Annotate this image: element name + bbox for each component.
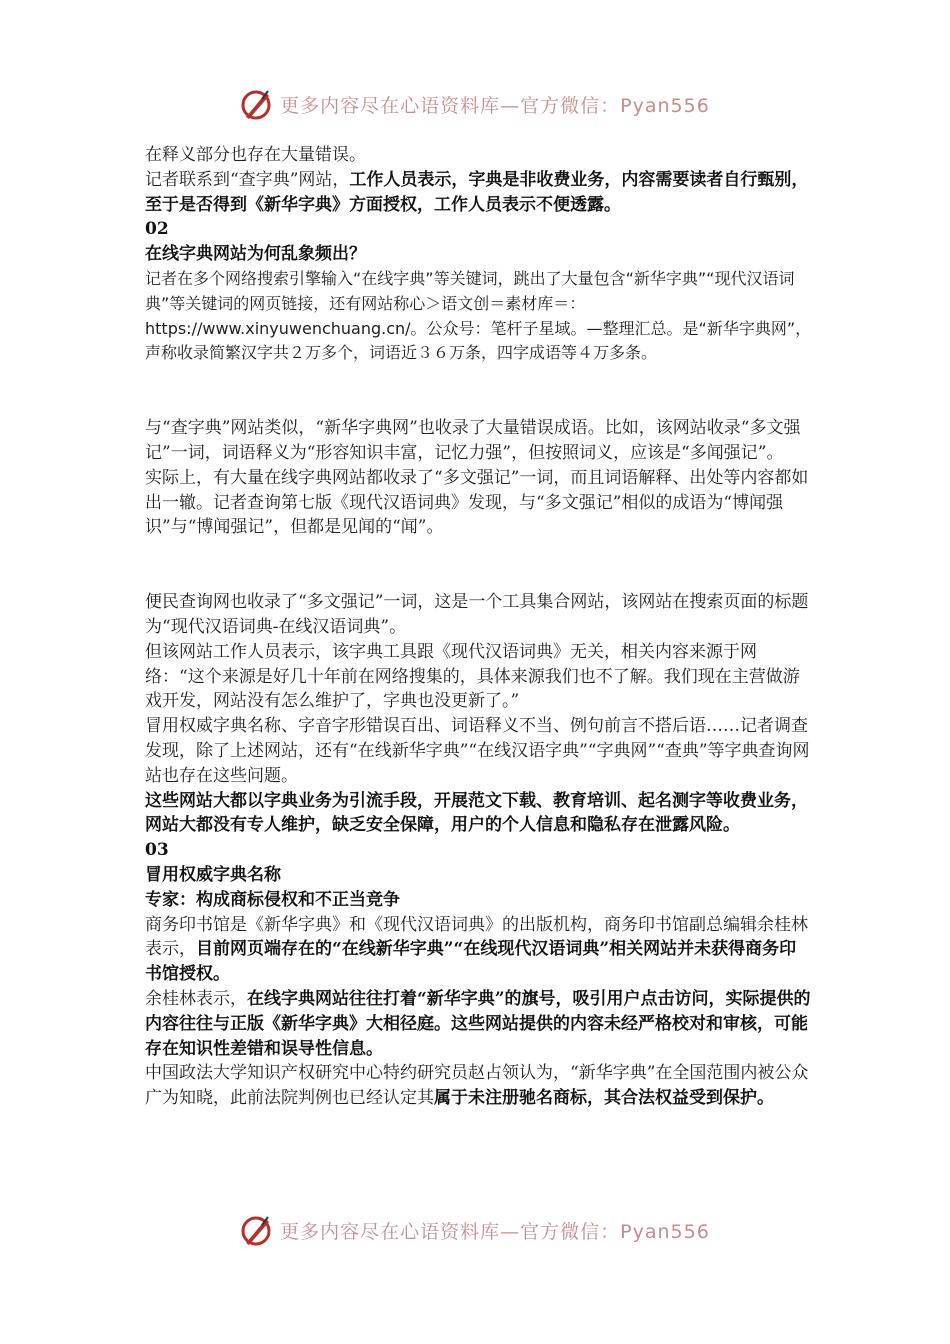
header-banner: [0, 84, 950, 124]
section-subtitle: 专家：构成商标侵权和不正当竞争: [145, 889, 400, 910]
paragraph: 在释义部分也存在大量错误。: [145, 145, 366, 165]
paragraph: 余桂林表示，在线字典网站往往打着“新华字典”的旗号，吸引用户点击访问，实际提供的内容往往与正版《新华字典》大相径庭。这些网站提供的内容未经严格校对和审核，可能存在知识性差错和误导性信息。: [145, 988, 811, 1059]
section-title: 在线字典网站为何乱象频出？: [145, 244, 366, 265]
paragraph: 商务印书馆是《新华字典》和《现代汉语词典》的出版机构，商务印书馆副总编辑余桂林表示，目前网页端存在的“在线新华字典”“在线现代汉语词典”相关网站并未获得商务印书馆授权。: [145, 914, 808, 985]
paragraph: 记者在多个网络搜索引擎输入“在线字典”等关键词，跳出了大量包含“新华字典”“现代汉语词典”等关键词的网页链接，还有网站称心＞语文创＝素材库＝： https://www.xinyuwenchuang.cn/。公众号：笔杆子星域。—整理汇总。是“新华字典网”，声称收录简繁汉字共２万多个，词语近３６万条，四字成语等４万多条。: [145, 268, 812, 363]
paragraph: 记者联系到“查字典”网站，工作人员表示，字典是非收费业务，内容需要读者自行甄别，至于是否得到《新华字典》方面授权，工作人员表示不便透露。: [145, 169, 809, 215]
article-body: [145, 143, 813, 1111]
banner-text: 更多内容尽在心语资料库—官方微信：Pyan556: [280, 1220, 710, 1243]
paragraph-bold: 这些网站大都以字典业务为引流手段，开展范文下载、教育培训、起名测字等收费业务，网站大都没有专人维护，缺乏安全保障，用户的个人信息和隐私存在泄露风险。: [145, 790, 808, 836]
banner-text: 更多内容尽在心语资料库—官方微信：Pyan556: [280, 94, 710, 117]
wechat-id: Pyan556: [620, 1220, 710, 1243]
paragraph: 便民查询网也收录了“多文强记”一词，这是一个工具集合网站，该网站在搜索页面的标题为“现代汉语词典-在线汉语词典”。: [145, 592, 809, 637]
section-title: 冒用权威字典名称: [145, 864, 281, 885]
footer-banner: [0, 1210, 950, 1250]
section-number: 02: [145, 219, 169, 240]
wechat-id: Pyan556: [620, 94, 710, 117]
paragraph: 但该网站工作人员表示，该字典工具跟《现代汉语词典》无关，相关内容来源于网络：“这个来源是好几十年前在网络搜集的，具体来源我们也不了解。我们现在主营做游戏开发，网站没有怎么维护了，字典也没更新了。”: [145, 641, 800, 712]
paragraph: 与“查字典”网站类似，“新华字典网”也收录了大量错误成语。比如，该网站收录“多文强记”一词，词语释义为“形容知识丰富，记忆力强”，但按照词义，应该是“多闻强记”。: [145, 418, 801, 463]
paragraph: 实际上，有大量在线字典网站都收录了“多文强记”一词，而且词语解释、出处等内容都如出一辙。记者查询第七版《现代汉语词典》发现，与“多文强记”相似的成语为“博闻强识”与“博闻强记”，但都是见闻的“闻”。: [145, 467, 809, 538]
paragraph: 中国政法大学知识产权研究中心特约研究员赵占领认为，“新华字典”在全国范围内被公众广为知晓，此前法院判例也已经认定其属于未注册驰名商标，其合法权益受到保护。: [145, 1063, 809, 1109]
section-number: 03: [145, 840, 169, 861]
paragraph: 冒用权威字典名称、字音字形错误百出、词语释义不当、例句前言不搭后语……记者调查发现，除了上述网站，还有“在线新华字典”“在线汉语字典”“字典网”“查典”等字典查询网站也存在这些问题。: [145, 716, 810, 786]
pen-logo-icon: [240, 87, 274, 121]
pen-logo-icon: [240, 1213, 274, 1247]
